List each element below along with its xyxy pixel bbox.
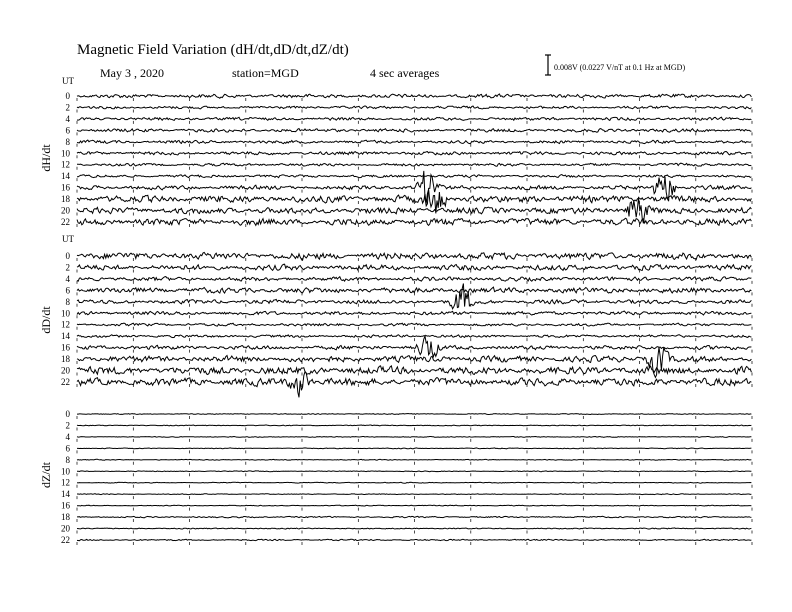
trace-line (77, 516, 751, 518)
row-label: 14 (61, 489, 70, 500)
row-label: 4 (65, 113, 70, 124)
hour-ticks (77, 304, 752, 307)
hour-ticks (77, 109, 752, 112)
hour-ticks (77, 519, 752, 522)
hour-ticks (77, 473, 752, 476)
hour-ticks (77, 496, 752, 499)
panels-group (61, 91, 752, 545)
trace-line (77, 414, 751, 415)
row-label: 22 (61, 216, 70, 227)
trace-line (77, 459, 751, 460)
hour-ticks (77, 121, 752, 124)
hour-ticks (77, 167, 752, 170)
row-label: 2 (65, 420, 70, 431)
row-label: 12 (61, 159, 70, 170)
hour-ticks (77, 132, 752, 135)
hour-ticks (77, 427, 752, 430)
chart-title: Magnetic Field Variation (dH/dt,dD/dt,dZ/dt) (77, 42, 349, 58)
row-label: 14 (61, 171, 70, 182)
trace-line (77, 425, 751, 426)
row-label: 6 (65, 285, 70, 296)
trace-line (77, 311, 751, 315)
ut-label-dh: UT (62, 76, 74, 86)
hour-ticks (77, 338, 752, 341)
row-label: 0 (65, 251, 70, 261)
trace-line (77, 152, 751, 155)
trace-line (77, 140, 751, 144)
trace-line (77, 471, 751, 472)
hour-ticks (77, 144, 752, 147)
trace-line (77, 448, 751, 449)
trace-line (77, 528, 751, 529)
hour-ticks (77, 224, 752, 227)
hour-ticks (77, 450, 752, 453)
averaging-label: 4 sec averages (370, 66, 440, 80)
row-label: 20 (61, 365, 70, 376)
row-label: 8 (65, 454, 70, 465)
row-label: 16 (61, 342, 70, 353)
hour-ticks (77, 462, 752, 465)
row-label: 2 (65, 262, 70, 273)
hour-ticks (77, 327, 752, 330)
scale-label: 0.008V (0.0227 V/nT at 0.1 Hz at MGD) (554, 63, 686, 72)
panel-ylabel-dh: dH/dt (39, 144, 53, 172)
hour-ticks (77, 315, 752, 318)
hour-ticks (77, 201, 752, 204)
row-label: 6 (65, 443, 70, 454)
trace-line (77, 482, 751, 483)
trace-line (77, 539, 751, 541)
hour-ticks (77, 155, 752, 158)
trace-line (77, 175, 751, 178)
hour-ticks (77, 190, 752, 193)
trace-line (77, 117, 751, 120)
trace-line (77, 437, 751, 438)
trace-line (77, 505, 751, 506)
row-label: 12 (61, 477, 70, 488)
trace-line (77, 323, 751, 326)
row-label: 0 (65, 91, 70, 101)
row-label: 2 (65, 102, 70, 113)
row-label: 0 (65, 409, 70, 419)
hour-ticks (77, 416, 752, 419)
trace-line (77, 163, 751, 166)
hour-ticks (77, 269, 752, 272)
row-label: 22 (61, 376, 70, 387)
trace-line (77, 106, 751, 109)
hour-ticks (77, 531, 752, 534)
row-label: 18 (61, 354, 70, 365)
row-label: 16 (61, 182, 70, 193)
hour-ticks (77, 178, 752, 181)
row-label: 4 (65, 431, 70, 442)
hour-ticks (77, 258, 752, 261)
hour-ticks (77, 542, 752, 545)
date-label: May 3 , 2020 (100, 66, 164, 80)
hour-ticks (77, 281, 752, 284)
row-label: 8 (65, 296, 70, 307)
station-label: station=MGD (232, 66, 299, 80)
row-label: 12 (61, 319, 70, 330)
row-label: 18 (61, 512, 70, 523)
trace-line (77, 287, 751, 293)
row-label: 16 (61, 500, 70, 511)
hour-ticks (77, 350, 752, 353)
hour-ticks (77, 98, 752, 101)
trace-line (77, 335, 751, 338)
row-label: 20 (61, 523, 70, 534)
row-label: 22 (61, 534, 70, 545)
row-label: 20 (61, 205, 70, 216)
trace-line (77, 494, 751, 495)
panel-ylabel-dz: dZ/dt (39, 462, 53, 488)
ut-label-dd: UT (62, 234, 74, 244)
row-label: 6 (65, 125, 70, 136)
hour-ticks (77, 508, 752, 511)
trace-line (77, 277, 751, 282)
hour-ticks (77, 373, 752, 376)
row-label: 4 (65, 273, 70, 284)
trace-line (77, 129, 751, 133)
row-label: 10 (61, 148, 70, 159)
hour-ticks (77, 439, 752, 442)
trace-line (77, 94, 751, 98)
row-label: 8 (65, 136, 70, 147)
hour-ticks (77, 485, 752, 488)
row-label: 18 (61, 194, 70, 205)
row-label: 10 (61, 466, 70, 477)
panel-ylabel-dd: dD/dt (39, 306, 53, 334)
row-label: 10 (61, 308, 70, 319)
row-label: 14 (61, 331, 70, 342)
scale-bar (545, 55, 551, 75)
